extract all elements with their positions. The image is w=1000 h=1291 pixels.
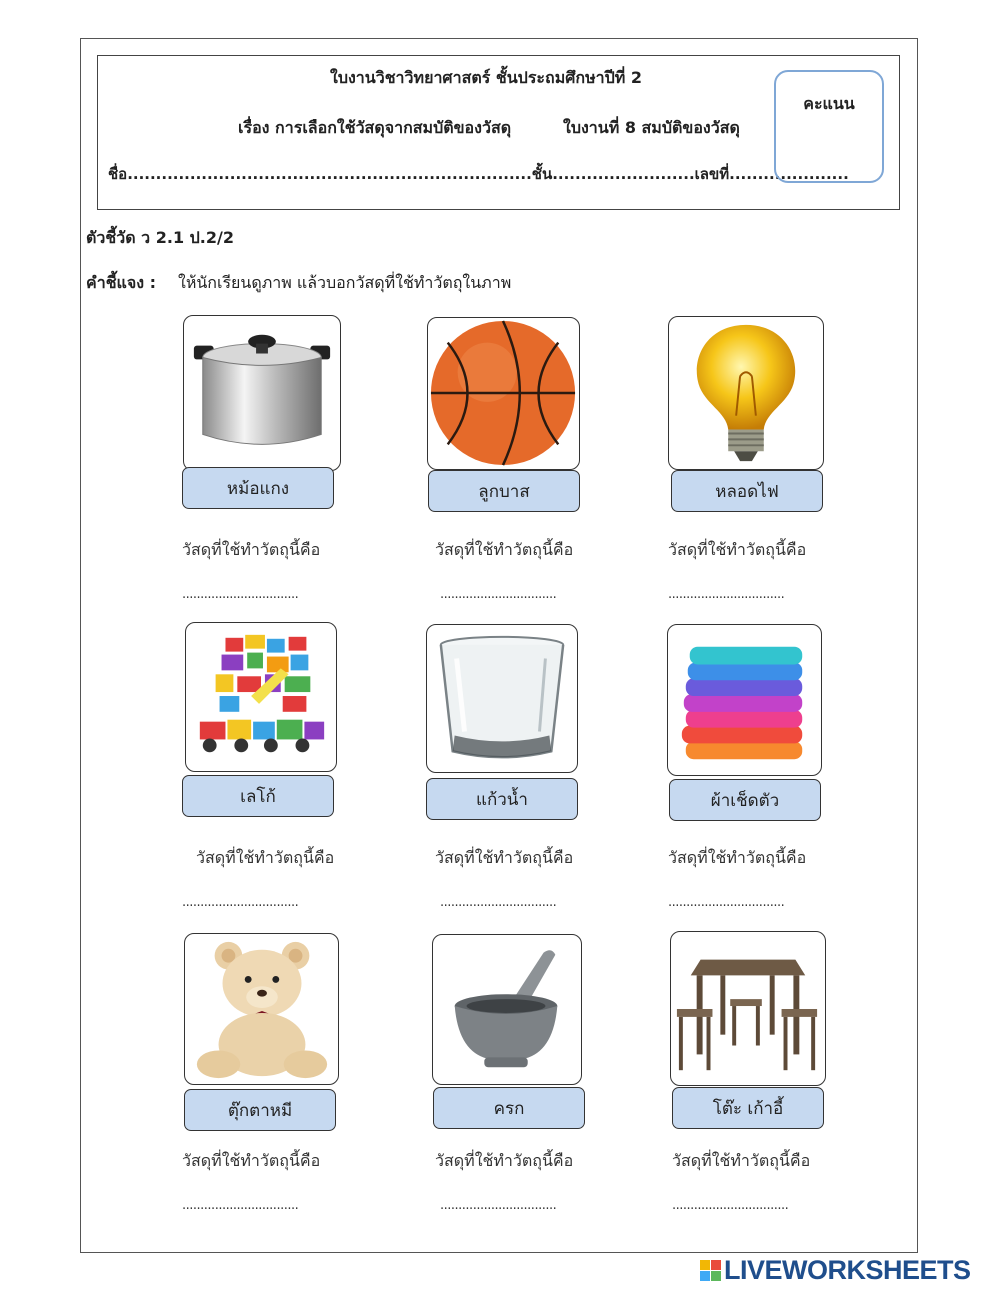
item-label-mortar: ครก — [433, 1087, 585, 1129]
instruction-label: คำชี้แจง : — [86, 273, 157, 292]
teddy-bear-image — [184, 933, 339, 1085]
answer-field[interactable]: ................................ — [182, 587, 299, 602]
answer-field[interactable]: ................................ — [182, 895, 299, 910]
answer-field[interactable]: ................................ — [440, 1198, 557, 1213]
item-label-pot: หม้อแกง — [182, 467, 334, 509]
worksheet-number: ใบงานที่ 8 สมบัติของวัสดุ — [563, 118, 740, 137]
item-label-glass: แก้วน้ำ — [426, 778, 578, 820]
liveworksheets-logo — [700, 1255, 971, 1285]
lightbulb-image — [668, 316, 824, 470]
mortar-image — [432, 934, 582, 1085]
answer-field[interactable]: ................................ — [668, 587, 785, 602]
teddy-bear-icon — [185, 934, 338, 1084]
student-info-line[interactable]: ชื่อ.......................................................................ชั้น.........................เลขที่..................... — [108, 165, 849, 183]
instruction-text: ให้นักเรียนดูภาพ แล้วบอกวัสดุที่ใช้ทำวัตถุในภาพ — [178, 273, 512, 292]
worksheet-subject: เรื่อง การเลือกใช้วัสดุจากสมบัติของวัสดุ — [238, 118, 512, 137]
basketball-icon — [428, 318, 579, 469]
answer-prompt: วัสดุที่ใช้ทำวัตถุนี้คือ — [182, 540, 321, 559]
answer-field[interactable]: ................................ — [440, 895, 557, 910]
score-box[interactable] — [774, 70, 884, 183]
answer-field[interactable]: ................................ — [672, 1198, 789, 1213]
answer-prompt: วัสดุที่ใช้ทำวัตถุนี้คือ — [668, 848, 807, 867]
item-label-table-chairs: โต๊ะ เก้าอี้ — [672, 1087, 824, 1129]
logo-mark-icon — [700, 1260, 721, 1281]
answer-field[interactable]: ................................ — [182, 1198, 299, 1213]
table-chairs-image — [670, 931, 826, 1086]
answer-prompt: วัสดุที่ใช้ทำวัตถุนี้คือ — [435, 848, 574, 867]
glass-icon — [427, 625, 577, 772]
lightbulb-icon — [669, 317, 823, 469]
item-label-lego: เลโก้ — [182, 775, 334, 817]
towel-icon — [668, 625, 821, 775]
indicator: ตัวชี้วัด ว 2.1 ป.2/2 — [86, 228, 234, 247]
item-label-teddy-bear: ตุ๊กตาหมี — [184, 1089, 336, 1131]
answer-prompt: วัสดุที่ใช้ทำวัตถุนี้คือ — [435, 540, 574, 559]
answer-field[interactable]: ................................ — [440, 587, 557, 602]
answer-prompt: วัสดุที่ใช้ทำวัตถุนี้คือ — [668, 540, 807, 559]
score-label: คะแนน — [803, 94, 855, 113]
mortar-icon — [433, 935, 581, 1084]
basketball-image — [427, 317, 580, 470]
item-label-lightbulb: หลอดไฟ — [671, 470, 823, 512]
lego-icon — [186, 623, 336, 771]
logo-text: LIVEWORKSHEETS — [724, 1254, 971, 1285]
answer-prompt: วัสดุที่ใช้ทำวัตถุนี้คือ — [672, 1151, 811, 1170]
pot-image — [183, 315, 341, 471]
worksheet-title: ใบงานวิชาวิทยาศาสตร์ ชั้นประถมศึกษาปีที่ 2 — [330, 68, 643, 87]
item-label-basketball: ลูกบาส — [428, 470, 580, 512]
pot-icon — [184, 316, 340, 470]
answer-prompt: วัสดุที่ใช้ทำวัตถุนี้คือ — [182, 1151, 321, 1170]
answer-prompt: วัสดุที่ใช้ทำวัตถุนี้คือ — [435, 1151, 574, 1170]
glass-image — [426, 624, 578, 773]
table-chairs-icon — [671, 932, 825, 1085]
item-label-towel: ผ้าเช็ดตัว — [669, 779, 821, 821]
answer-prompt: วัสดุที่ใช้ทำวัตถุนี้คือ — [196, 848, 335, 867]
answer-field[interactable]: ................................ — [668, 895, 785, 910]
towel-image — [667, 624, 822, 776]
lego-image — [185, 622, 337, 772]
